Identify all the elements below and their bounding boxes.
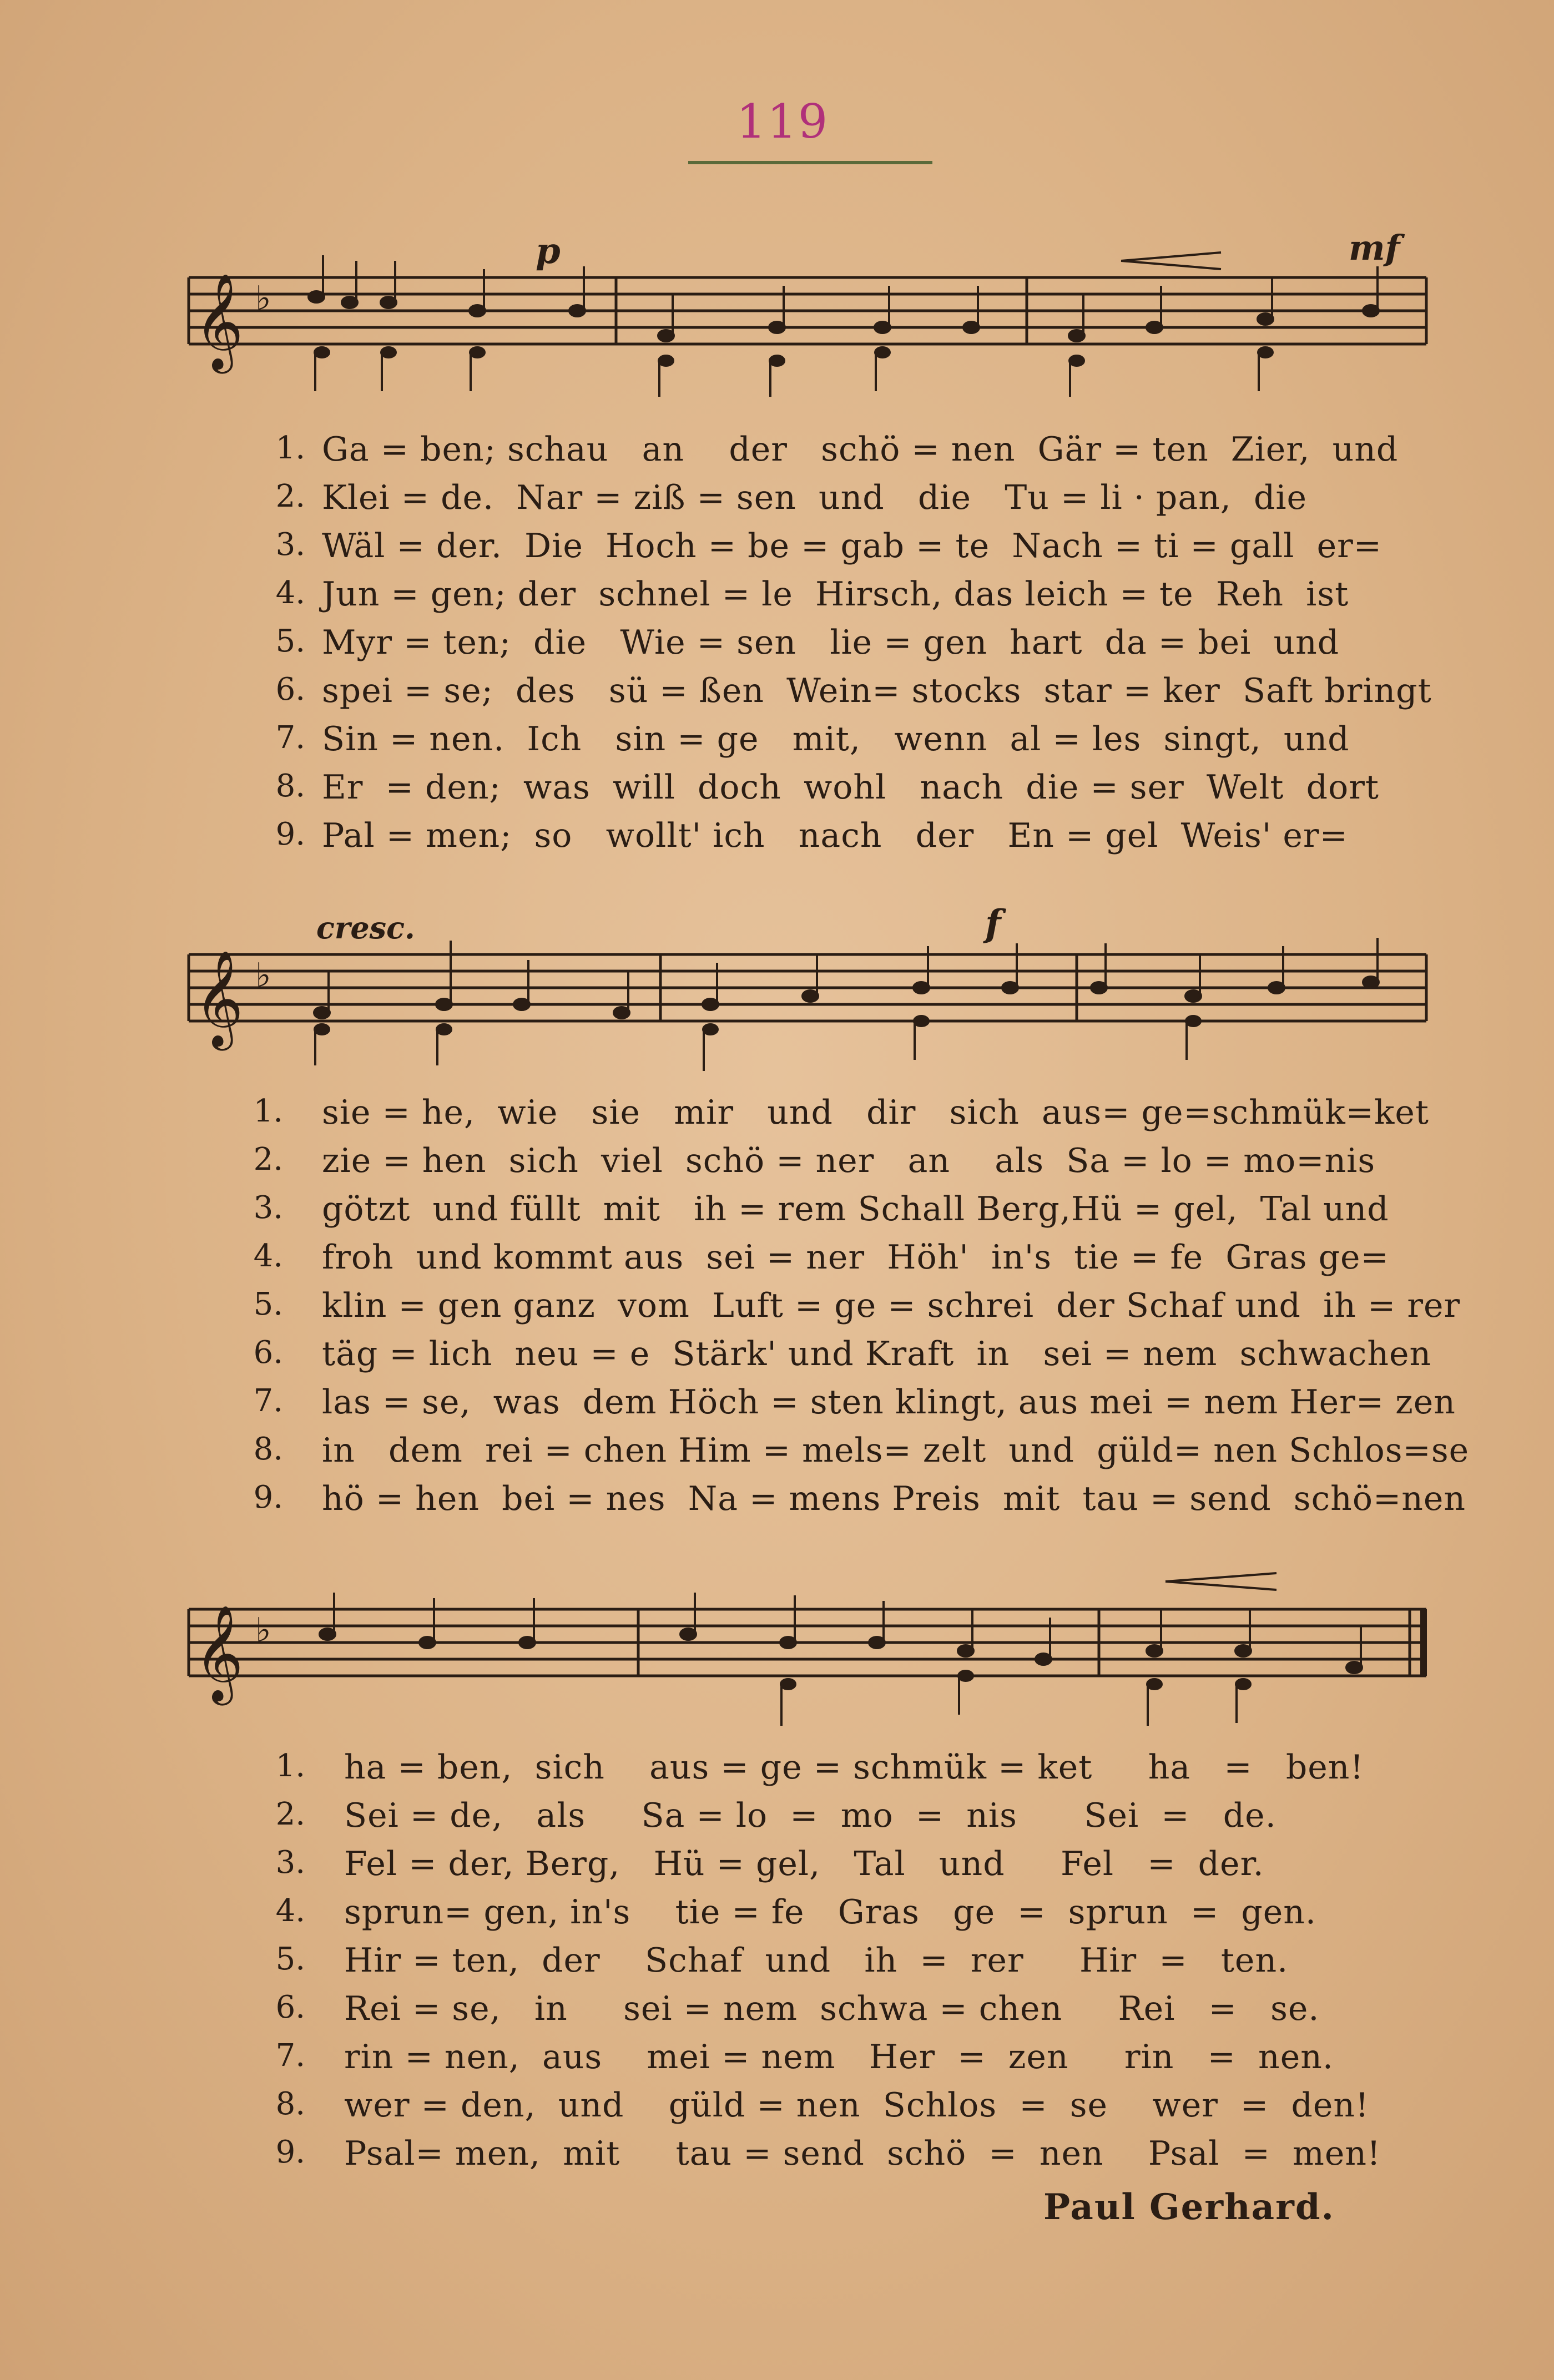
verse-line [0, 2086, 1554, 2130]
verse-text: Er = den; was will doch wohl nach die = ser Welt dort [322, 768, 1379, 807]
music-staff-1 [178, 244, 1432, 427]
music-staff-3 [178, 1570, 1432, 1754]
verse-number: 5. [275, 1941, 305, 1977]
verse-text: Klei = de. Nar = ziß = sen und die Tu = li · pan, die [322, 478, 1308, 517]
verse-line [0, 1383, 1554, 1427]
verse-number: 8. [275, 2086, 305, 2122]
verse-line [0, 720, 1554, 764]
verse-number: 4. [275, 1893, 305, 1929]
verse-number: 9. [275, 2134, 305, 2170]
verse-line [0, 1190, 1554, 1234]
verse-number: 3. [275, 1845, 305, 1881]
verse-number: 1. [275, 1748, 305, 1784]
verse-number: 6. [275, 1989, 305, 2025]
verse-text: götzt und füllt mit ih = rem Schall Berg,Hü = gel, Tal und [322, 1190, 1389, 1229]
verse-number: 5. [275, 623, 305, 659]
verse-line [0, 1431, 1554, 1476]
verse-line [0, 1093, 1554, 1138]
verse-text: Jun = gen; der schnel = le Hirsch, das leich = te Reh ist [322, 575, 1349, 614]
verse-text: sprun= gen, in's tie = fe Gras ge = sprun = gen. [344, 1893, 1317, 1932]
verse-number: 4. [253, 1238, 283, 1274]
verse-text: in dem rei = chen Him = mels= zelt und güld= nen Schlos=se [322, 1431, 1470, 1470]
verse-line [0, 478, 1554, 523]
verse-line [0, 1335, 1554, 1379]
flat-key-signature-icon: ♭ [255, 956, 271, 995]
treble-clef-icon: 𝄞 [194, 950, 244, 1047]
verse-text: spei = se; des sü = ßen Wein= stocks star = ker Saft bringt [322, 671, 1432, 710]
verse-line [0, 575, 1554, 619]
verse-text: Ga = ben; schau an der schö = nen Gär = ten Zier, und [322, 430, 1399, 469]
verse-line [0, 527, 1554, 571]
verse-number: 3. [253, 1190, 283, 1226]
verse-text: ha = ben, sich aus = ge = schmük = ket ha = ben! [344, 1748, 1364, 1787]
verse-number: 6. [253, 1335, 283, 1371]
verse-number: 4. [275, 575, 305, 611]
verse-text: Psal= men, mit tau = send schö = nen Psal = men! [344, 2134, 1381, 2173]
verse-number: 5. [253, 1286, 283, 1322]
verse-line [0, 1479, 1554, 1524]
verse-number: 1. [275, 430, 305, 466]
verse-number: 7. [275, 2038, 305, 2074]
verse-text: rin = nen, aus mei = nem Her = zen rin = nen. [344, 2038, 1334, 2076]
flat-key-signature-icon: ♭ [255, 1611, 271, 1650]
verse-line [0, 1893, 1554, 1937]
verse-number: 8. [253, 1431, 283, 1467]
verse-number: 2. [275, 478, 305, 514]
verse-line [0, 1989, 1554, 2034]
verse-text: Hir = ten, der Schaf und ih = rer Hir = ten. [344, 1941, 1289, 1980]
page-number: 119 [736, 94, 829, 149]
verse-text: Wäl = der. Die Hoch = be = gab = te Nach = ti = gall er= [322, 527, 1383, 565]
verse-text: Myr = ten; die Wie = sen lie = gen hart da = bei und [322, 623, 1340, 662]
verse-line [0, 671, 1554, 716]
dynamic-piano: p [536, 230, 561, 272]
verse-text: wer = den, und güld = nen Schlos = se wer = den! [344, 2086, 1370, 2125]
verse-line [0, 1238, 1554, 1282]
page-number-rule [688, 161, 932, 164]
verse-number: 2. [253, 1141, 283, 1178]
treble-clef-icon: 𝄞 [194, 1605, 244, 1701]
verse-line [0, 768, 1554, 812]
verse-text: Sin = nen. Ich sin = ge mit, wenn al = les singt, und [322, 720, 1350, 759]
verse-line [0, 1286, 1554, 1331]
verse-line [0, 1796, 1554, 1841]
verse-number: 7. [275, 720, 305, 756]
verse-number: 9. [253, 1479, 283, 1515]
verse-line [0, 2038, 1554, 2082]
verse-line [0, 623, 1554, 668]
verse-line [0, 816, 1554, 861]
verse-line [0, 1845, 1554, 1889]
verse-text: klin = gen ganz vom Luft = ge = schrei der Schaf und ih = rer [322, 1286, 1461, 1325]
verse-number: 3. [275, 527, 305, 563]
verse-number: 9. [275, 816, 305, 852]
verse-text: hö = hen bei = nes Na = mens Preis mit tau = send schö=nen [322, 1479, 1466, 1518]
verse-text: Fel = der, Berg, Hü = gel, Tal und Fel = der. [344, 1845, 1264, 1883]
verse-text: Sei = de, als Sa = lo = mo = nis Sei = de. [344, 1796, 1276, 1835]
verse-number: 6. [275, 671, 305, 708]
verse-number: 7. [253, 1383, 283, 1419]
verse-line [0, 1748, 1554, 1792]
flat-key-signature-icon: ♭ [255, 279, 271, 318]
verse-text: las = se, was dem Höch = sten klingt, aus mei = nem Her= zen [322, 1383, 1456, 1422]
verse-text: zie = hen sich viel schö = ner an als Sa = lo = mo=nis [322, 1141, 1376, 1180]
verse-text: froh und kommt aus sei = ner Höh' in's tie = fe Gras ge= [322, 1238, 1389, 1277]
verse-line [0, 1941, 1554, 1985]
verse-number: 1. [253, 1093, 283, 1129]
verse-text: täg = lich neu = e Stärk' und Kraft in sei = nem schwachen [322, 1335, 1432, 1373]
verse-number: 8. [275, 768, 305, 804]
verse-text: sie = he, wie sie mir und dir sich aus= ge=schmük=ket [322, 1093, 1429, 1132]
author-signature: Paul Gerhard. [1043, 2186, 1335, 2228]
verse-number: 2. [275, 1796, 305, 1832]
treble-clef-icon: 𝄞 [194, 273, 244, 370]
verse-text: Pal = men; so wollt' ich nach der En = gel Weis' er= [322, 816, 1348, 855]
verse-text: Rei = se, in sei = nem schwa = chen Rei = se. [344, 1989, 1320, 2028]
dynamic-crescendo: cresc. [316, 910, 415, 946]
verse-line [0, 430, 1554, 474]
verse-line [0, 1141, 1554, 1186]
dynamic-forte: f [985, 902, 1001, 945]
verse-line [0, 2134, 1554, 2179]
dynamic-mezzoforte: mf [1349, 228, 1400, 268]
